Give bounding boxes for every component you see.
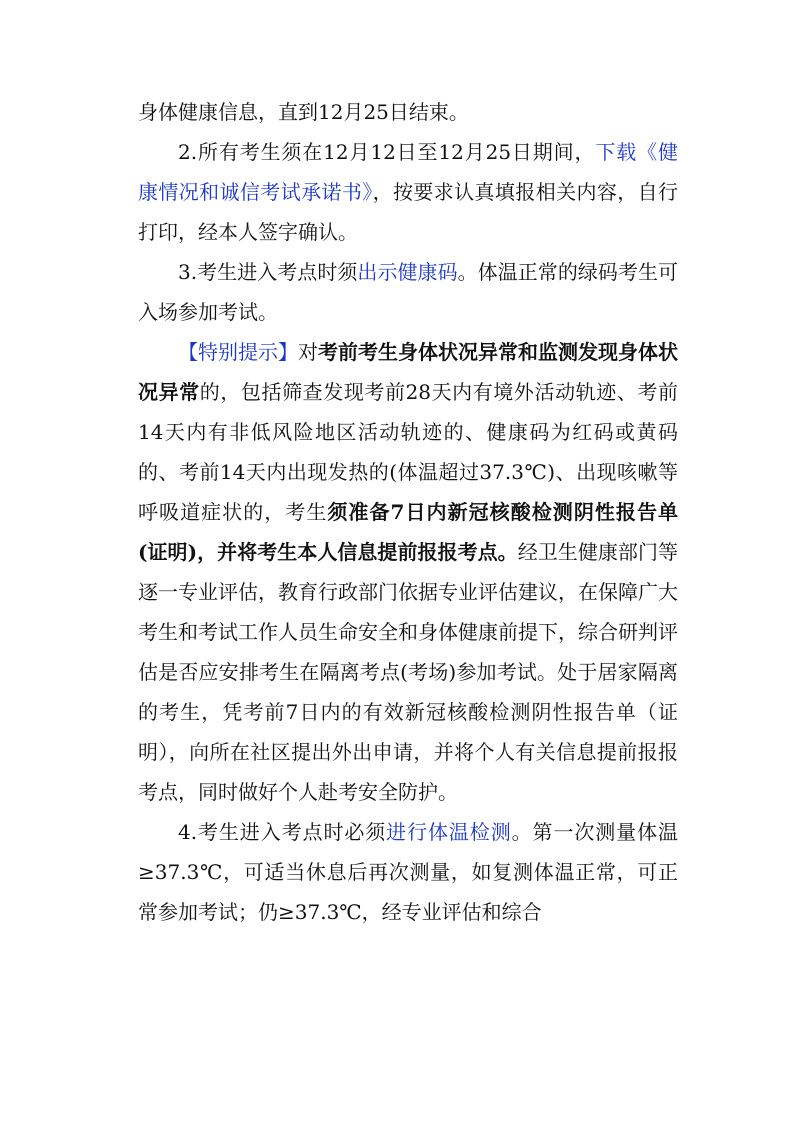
paragraph-special-notice [138,332,678,812]
paragraph-item-4 [138,812,678,932]
paragraph-text: 身体健康信息，直到12月25日结束。 [138,100,469,124]
notice-bold-condition: 考前考生身体状况异常和监测发现身体状况异常 [138,340,678,404]
special-notice-label: 特别提示 [198,340,278,364]
notice-lead: 对 [298,340,318,364]
notice-bracket-close: 】 [278,340,298,364]
item-2-text: 2.所有考生须在12月12日至12月25日期间， [178,140,596,164]
item-2-suffix: ，按要求认真填报相关内容，自行打印，经本人签字确认。 [138,180,679,244]
item-4-suffix: 。第一次测量体温≥37.3℃，可适当休息后再次测量，如复测体温正常，可正常参加考试；仍≥37.3℃，经专业评估和综合 [138,820,679,924]
item-3-text: 3.考生进入考点时须 [178,260,358,284]
item-3-suffix: 。体温正常的绿码考生可入场参加考试。 [138,260,679,324]
document-body [138,92,678,932]
temperature-check-highlight: 进行体温检测 [386,820,512,844]
notice-bold-requirement: 须准备7日内新冠核酸检测阴性报告单(证明)，并将考生本人信息提前报报考点。 [138,500,678,564]
paragraph-item-2 [138,132,678,252]
item-4-text: 4.考生进入考点时必须 [178,820,387,844]
paragraph-health-info-end [138,92,678,132]
show-health-code-highlight: 出示健康码 [357,260,458,284]
download-promise-letter-link[interactable]: 下载《健康情况和诚信考试承诺书》 [138,140,678,204]
notice-tail-text: 经卫生健康部门等逐一专业评估，教育行政部门依据专业评估建议，在保障广大考生和考试工作人员生命安全和身体健康前提下，综合研判评估是否应安排考生在隔离考点(考场)参加考试。处于居家隔离的考生，凭考前7日内的有效新冠核酸检测阴性报告单（证明），向所在社区提出外出申请，并将个人有关信息提前报报考点，同时做好个人赴考安全防护。 [138,540,678,804]
notice-conditions-text: 的，包括筛查发现考前28天内有境外活动轨迹、考前14天内有非低风险地区活动轨迹的、健康码为红码或黄码的、考前14天内出现发热的(体温超过37.3℃)、出现咳嗽等呼吸道症状的，考生 [138,380,679,524]
paragraph-item-3 [138,252,678,332]
notice-bracket-open: 【 [178,340,198,364]
